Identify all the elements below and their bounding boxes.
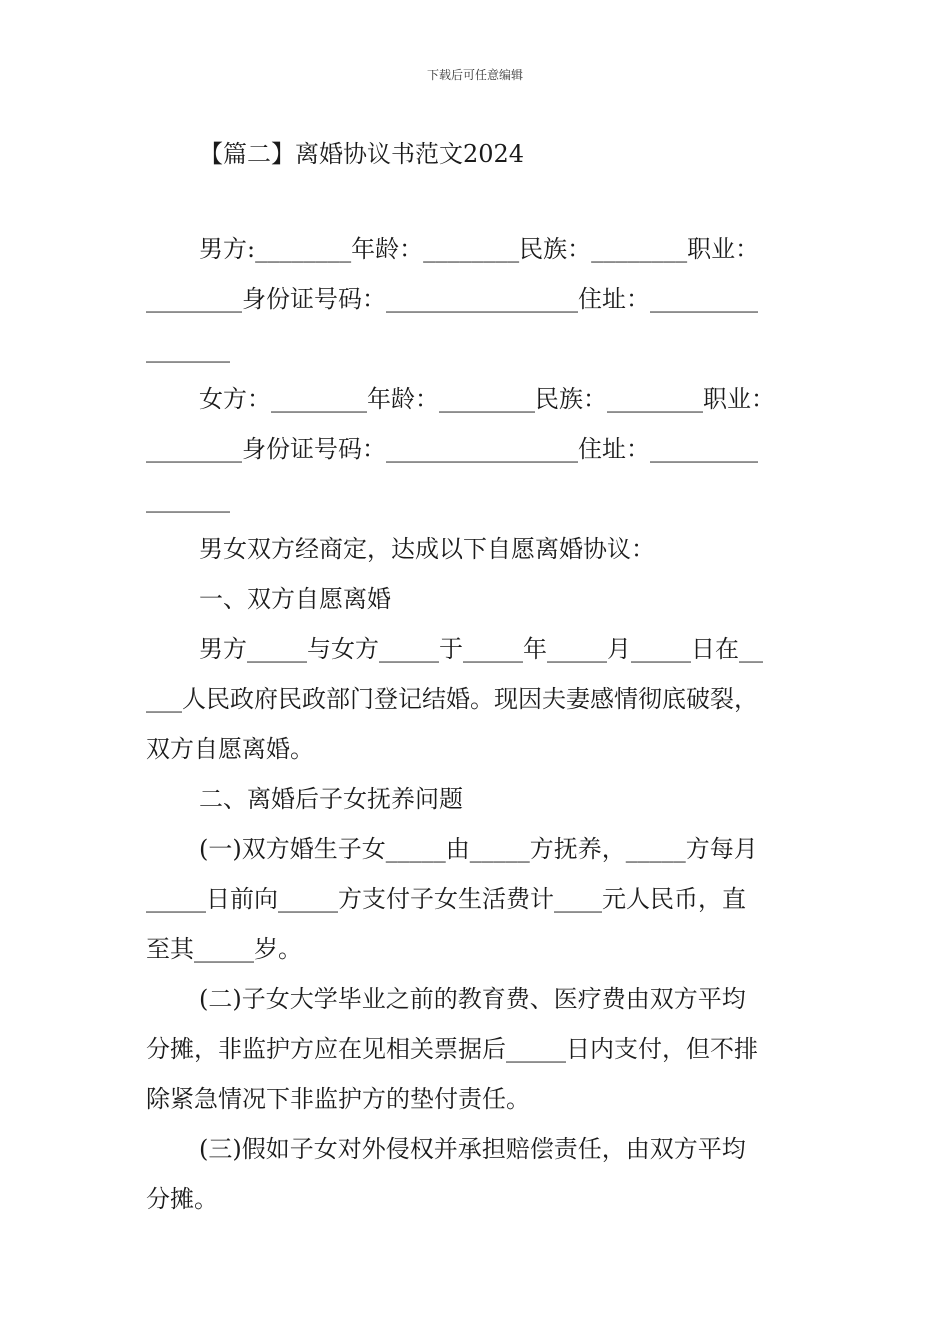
document-title: 【篇二】离婚协议书范文2024 bbox=[199, 140, 525, 168]
clause-1-line-3: 至其_____岁。 bbox=[146, 935, 302, 963]
woman-info-line-3: _______ bbox=[146, 485, 230, 513]
man-info-line-1: 男方:________年龄：________民族：________职业： bbox=[199, 235, 760, 263]
clause-2-line-3: 除紧急情况下非监护方的垫付责任。 bbox=[146, 1085, 530, 1113]
section-1-heading: 一、双方自愿离婚 bbox=[199, 585, 391, 613]
clause-2-line-2: 分摊，非监护方应在见相关票据后_____日内支付，但不排 bbox=[146, 1035, 758, 1063]
clause-1-line-2: _____日前向_____方支付子女生活费计____元人民币，直 bbox=[146, 885, 746, 913]
section-1-paragraph-line-3: 双方自愿离婚。 bbox=[146, 735, 314, 763]
man-info-line-2: ________身份证号码：________________住址：_________ bbox=[146, 285, 758, 313]
clause-3-line-2: 分摊。 bbox=[146, 1185, 218, 1213]
clause-1-line-1: (一)双方婚生子女_____由_____方抚养，_____方每月 bbox=[199, 835, 758, 863]
agreement-intro: 男女双方经商定，达成以下自愿离婚协议： bbox=[199, 535, 655, 563]
man-info-line-3: _______ bbox=[146, 335, 230, 363]
woman-info-line-2: ________身份证号码：________________住址：_________ bbox=[146, 435, 758, 463]
section-1-paragraph-line-2: ___人民政府民政部门登记结婚。现因夫妻感情彻底破裂， bbox=[146, 685, 758, 713]
section-1-paragraph-line-1: 男方_____与女方_____于_____年_____月_____日在__ bbox=[199, 635, 763, 663]
clause-2-line-1: (二)子女大学毕业之前的教育费、医疗费由双方平均 bbox=[199, 985, 746, 1013]
section-2-heading: 二、离婚后子女抚养问题 bbox=[199, 785, 463, 813]
clause-3-line-1: (三)假如子女对外侵权并承担赔偿责任，由双方平均 bbox=[199, 1135, 746, 1163]
page-header-note: 下载后可任意编辑 bbox=[426, 68, 523, 82]
woman-info-line-1: 女方：________年龄：________民族：________职业： bbox=[199, 385, 775, 413]
